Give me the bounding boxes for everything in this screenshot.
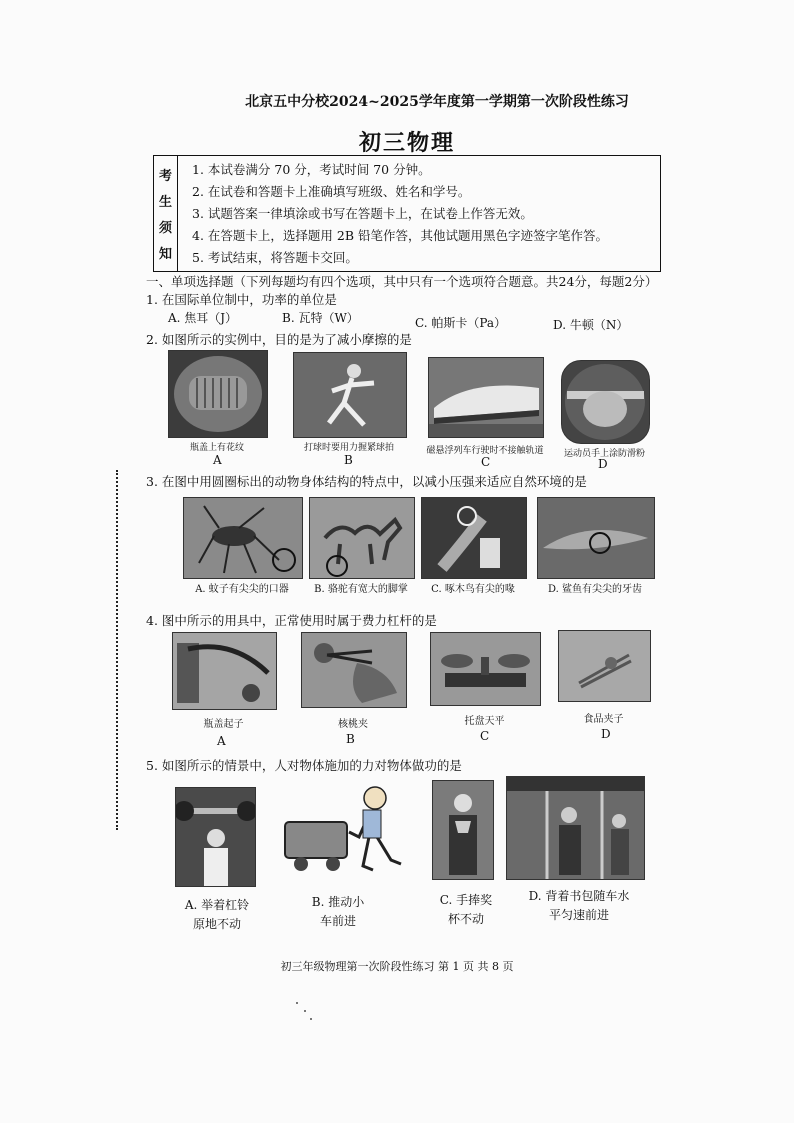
page-footer: 初三年级物理第一次阶段性练习 第 1 页 共 8 页	[280, 960, 514, 973]
q2-letter-a: A	[213, 453, 222, 467]
school-title: 北京五中分校2024~2025学年度第一学期第一次阶段性练习	[245, 94, 629, 110]
q3-image-shark	[537, 497, 655, 579]
q3-image-woodpecker	[421, 497, 527, 579]
notice-label-char: 考	[158, 169, 172, 185]
q5-caption-d	[514, 887, 644, 925]
q5-caption-c-line2: 杯不动	[447, 912, 484, 926]
question-3-stem: 3. 在图中用圆圈标出的动物身体结构的特点中，以减小压强来适应自然环境的是	[146, 474, 587, 489]
q4-letter-d: D	[601, 727, 611, 741]
scan-artifact	[304, 1010, 306, 1012]
question-1-stem: 1. 在国际单位制中，功率的单位是	[146, 292, 337, 307]
q2-caption-b: 打球时要用力握紧球拍	[303, 443, 394, 453]
q3-caption-b: B. 骆驼有宽大的脚掌	[314, 584, 408, 595]
notice-item: 1. 本试卷满分 70 分，考试时间 70 分钟。	[192, 162, 431, 177]
q5-image-bus-passengers	[506, 776, 645, 880]
notice-label-char: 须	[158, 220, 172, 236]
q4-letter-a: A	[217, 734, 226, 748]
q4-letter-b: B	[346, 732, 355, 746]
notice-item: 4. 在答题卡上，选择题用 2B 铅笔作答，其他试题用黑色字迹签字笔作答。	[192, 228, 608, 243]
q4-caption-d: 食品夹子	[583, 714, 624, 725]
q3-caption-d: D. 鲨鱼有尖尖的牙齿	[547, 584, 643, 595]
q4-image-balance-scale	[430, 632, 541, 706]
q2-letter-d: D	[598, 457, 608, 471]
q2-image-maglev-train	[428, 357, 544, 438]
q5-caption-c-line1: C. 手捧奖	[439, 893, 493, 907]
notice-label	[154, 156, 178, 271]
q2-image-athlete-hands	[561, 360, 650, 444]
q4-letter-c: C	[480, 729, 490, 743]
scan-artifact	[296, 1002, 298, 1004]
q2-image-bottle-cap	[168, 350, 268, 438]
q4-image-bottle-opener	[172, 632, 277, 710]
notice-item: 2. 在试卷和答题卡上准确填写班级、姓名和学号。	[192, 184, 471, 199]
subject-title: 初三物理	[358, 130, 455, 156]
q3-caption-a: A. 蚊子有尖尖的口器	[195, 584, 289, 595]
binding-dotted-line	[116, 470, 118, 830]
scan-artifact	[310, 1018, 312, 1020]
q2-letter-b: B	[344, 453, 353, 467]
q2-image-tennis-player	[293, 352, 407, 438]
q4-caption-b: 核桃夹	[338, 719, 368, 730]
notice-item: 3. 试题答案一律填涂或书写在答题卡上，在试卷上作答无效。	[192, 206, 533, 221]
q5-caption-a-line2: 原地不动	[192, 917, 241, 931]
q5-caption-a	[172, 896, 262, 934]
q5-image-boy-pushing-cart	[279, 782, 407, 878]
question-4-stem: 4. 图中所示的用具中，正常使用时属于费力杠杆的是	[146, 613, 437, 628]
section-heading: 一、单项选择题（下列每题均有四个选项，其中只有一个选项符合题意。共24分，每题2分）	[146, 274, 658, 289]
q5-caption-d-line2: 平匀速前进	[548, 908, 609, 922]
q5-caption-d-line1: D. 背着书包随车水	[528, 889, 630, 903]
q1-option-d: D. 牛顿（N）	[553, 318, 629, 332]
q4-image-nutcracker	[301, 632, 407, 708]
q2-caption-a: 瓶盖上有花纹	[189, 443, 244, 453]
q5-caption-c	[426, 891, 506, 929]
q5-caption-b-line2: 车前进	[319, 914, 356, 928]
q3-image-camel	[309, 497, 415, 579]
q3-caption-c: C. 啄木鸟有尖的喙	[431, 584, 515, 595]
q2-letter-c: C	[481, 455, 491, 469]
q4-image-food-tongs	[558, 630, 651, 702]
q1-option-c: C. 帕斯卡（Pa）	[415, 316, 507, 330]
q5-caption-b	[298, 893, 378, 931]
q5-image-weightlifter	[175, 787, 256, 887]
q2-caption-c: 磁悬浮列车行驶时不接触轨道	[426, 446, 544, 456]
q5-caption-a-line1: A. 举着杠铃	[184, 898, 250, 912]
q1-option-b: B. 瓦特（W）	[282, 311, 359, 325]
q1-option-a: A. 焦耳（J）	[168, 311, 238, 325]
q4-caption-c: 托盘天平	[464, 716, 505, 727]
notice-label-char: 知	[158, 246, 172, 262]
q5-image-trophy-holder	[432, 780, 494, 880]
notice-box	[153, 155, 661, 272]
question-5-stem: 5. 如图所示的情景中，人对物体施加的力对物体做功的是	[146, 758, 462, 773]
notice-item: 5. 考试结束，将答题卡交回。	[192, 250, 358, 265]
q4-caption-a: 瓶盖起子	[203, 719, 244, 730]
q2-caption-d: 运动员手上涂防滑粉	[563, 449, 645, 459]
q3-image-mosquito	[183, 497, 303, 579]
q5-caption-b-line1: B. 推动小	[311, 895, 365, 909]
notice-label-char: 生	[158, 195, 172, 211]
question-2-stem: 2. 如图所示的实例中，目的是为了减小摩擦的是	[146, 332, 412, 347]
